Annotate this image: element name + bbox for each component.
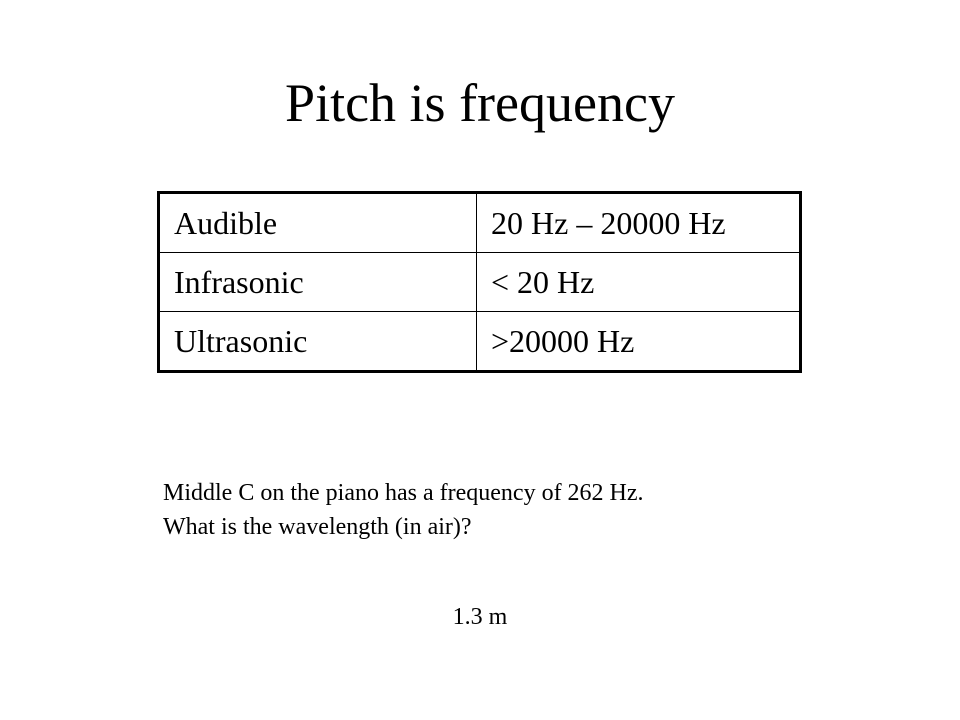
question-line-1: Middle C on the piano has a frequency of 262 Hz. [163,480,644,506]
answer-text: 1.3 m [452,604,508,630]
table-row-audible [159,193,801,253]
table-cell-range: 20 Hz – 20000 Hz [477,193,801,253]
table-cell-name: Infrasonic [159,253,477,312]
table-row-ultrasonic [159,312,801,372]
question-text [163,476,923,544]
table-row-infrasonic [159,253,801,312]
table-cell-name: Audible [159,193,477,253]
slide-title: Pitch is frequency [285,73,675,133]
frequency-range-table [157,191,802,373]
table-cell-range: < 20 Hz [477,253,801,312]
table-cell-range: >20000 Hz [477,312,801,372]
question-line-2: What is the wavelength (in air)? [163,514,472,540]
table-cell-name: Ultrasonic [159,312,477,372]
